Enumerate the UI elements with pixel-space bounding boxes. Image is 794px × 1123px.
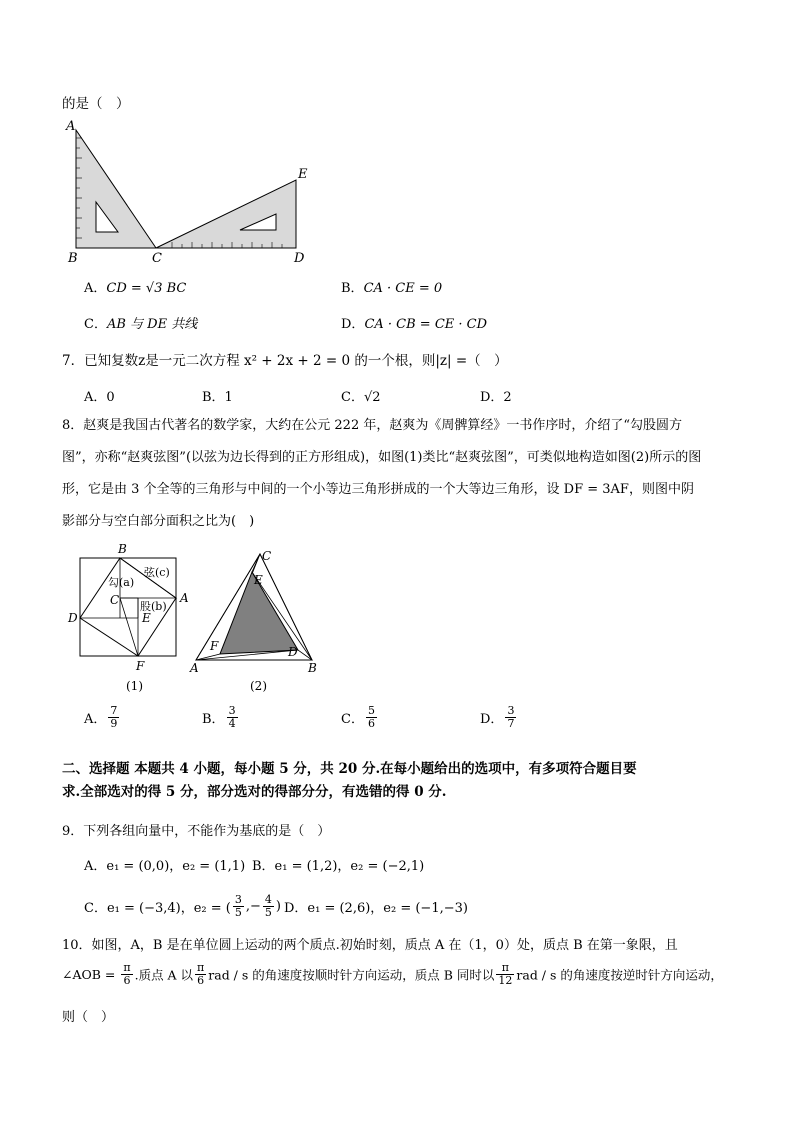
q8-line2: 图”，亦称“赵爽弦图”(以弦为边长得到的正方形组成)，如图(1)类比“赵爽弦图”，可类似地构造如图(2)所示的图 [62,450,702,465]
q9-option-a[interactable]: A．e₁ = (0,0)，e₂ = (1,1) [84,859,246,874]
q7-option-c[interactable]: C．√2 [341,390,381,405]
q10-line1: 10．如图，A，B 是在单位圆上运动的两个质点.初始时刻，质点 A 在（1，0）处，质点 B 在第一象限，且 [62,938,678,953]
q10-line3: 则（ ） [62,1010,115,1025]
q6-option-a[interactable]: A．CD = √3 BC [84,281,187,296]
q6-option-d[interactable]: D．CA · CB = CE · CD [341,317,488,332]
label-a: A [66,119,76,134]
label-c: C [152,251,162,266]
svg-text:C: C [110,593,120,607]
svg-text:B: B [118,542,127,556]
q8-line1: 8．赵爽是我国古代著名的数学家，大约在公元 222 年，赵爽为《周髀算经》一书作序时，介绍了“勾股圆方 [62,418,682,433]
zhao-shuang-figure [64,540,189,700]
svg-text:B: B [308,661,317,675]
q8-line3: 形，它是由 3 个全等的三角形与中间的一个小等边三角形拼成的一个大等边三角形，设 DF = 3AF，则图中阴 [62,482,694,497]
q9-option-b[interactable]: B．e₁ = (1,2)，e₂ = (−2,1) [252,859,425,874]
svg-text:勾(a): 勾(a) [108,576,135,589]
q6-option-c[interactable]: C．AB 与 DE 共线 [84,317,198,332]
q8-option-c[interactable]: C． $\frac{5}{6}$ [341,704,375,730]
svg-text:E: E [254,573,263,587]
q10-line2: ∠AOB = $\frac{\pi}{6}$ .质点 A 以 $\frac{\pi}{6}$ rad / s 的角速度按顺时针方向运动，质点 B 同时以 $\frac{\pi}{12}$ rad / s 的角速度按逆时针方向运动， [62,961,723,987]
svg-text:D: D [288,645,298,659]
q7-option-d[interactable]: D．2 [480,390,512,405]
q7-stem: 7．已知复数z是一元二次方程 x² + 2x + 2 = 0 的一个根，则|z| =（ ） [62,353,508,369]
svg-text:A: A [190,661,199,675]
fig2-caption: (2) [250,679,267,693]
svg-text:D: D [68,611,78,625]
equilateral-figure [190,548,326,698]
q9-option-d[interactable]: D．e₁ = (2,6)，e₂ = (−1,−3) [284,901,468,916]
q7-option-a[interactable]: A．0 [84,390,115,405]
svg-text:股(b): 股(b) [140,600,167,613]
q8-line4: 影部分与空白部分面积之比为( ) [62,514,255,529]
fig1-caption: (1) [126,679,143,693]
q9-option-c[interactable]: C．e₁ = (−3,4)，e₂ = ( $\frac{3}{5}$ ,− $\frac{4}{5}$ ) [84,893,281,919]
svg-text:C: C [262,549,272,563]
q8-option-d[interactable]: D． $\frac{3}{7}$ [480,704,515,730]
q8-option-a[interactable]: A． $\frac{7}{9}$ [84,704,118,730]
q7-option-b[interactable]: B．1 [202,390,233,405]
svg-text:A: A [180,591,189,605]
label-b: B [68,251,78,266]
svg-text:弦(c): 弦(c) [144,566,170,579]
q6-option-b[interactable]: B．CA · CE = 0 [341,281,443,296]
q6-intro: 的是（ ） [62,96,130,112]
svg-text:E: E [142,611,151,625]
label-d: D [294,251,305,266]
svg-text:F: F [136,659,145,673]
label-e: E [298,167,308,182]
section2-line2: 求.全部选对的得 5 分，部分选对的得部分分，有选错的得 0 分. [62,784,447,800]
q9-stem: 9．下列各组向量中，不能作为基底的是（ ） [62,824,331,839]
q8-option-b[interactable]: B． $\frac{3}{4}$ [202,704,236,730]
svg-text:F: F [210,639,219,653]
section2-line1: 二、选择题 本题共 4 小题，每小题 5 分，共 20 分.在每小题给出的选项中，有多项符合题目要 [62,761,637,777]
set-squares-figure [62,114,322,266]
